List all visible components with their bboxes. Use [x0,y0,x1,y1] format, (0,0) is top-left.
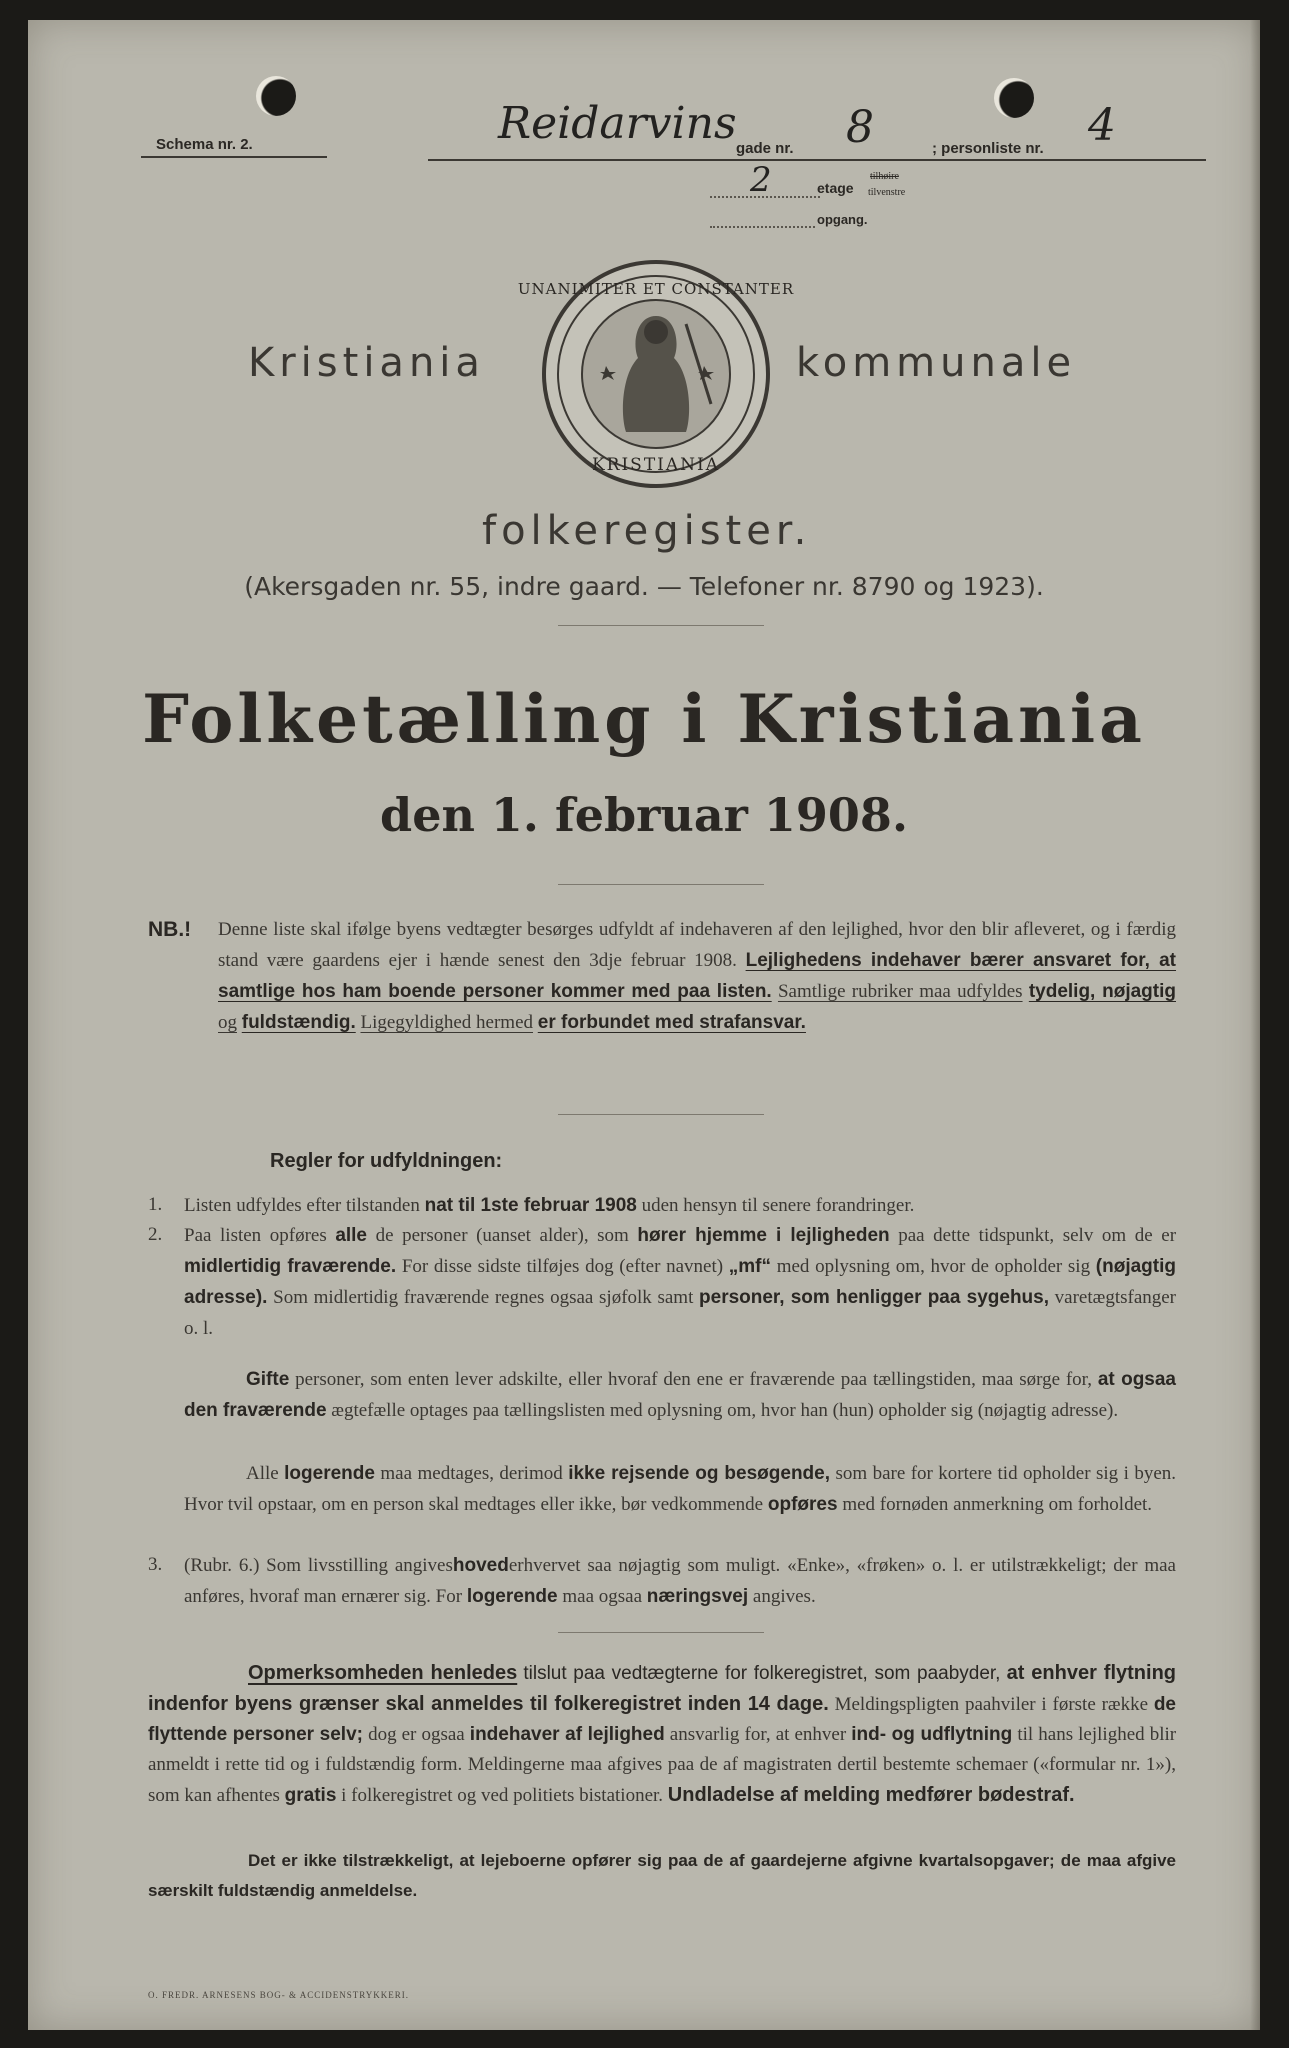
notice-b: tilslut paa vedtægterne for folkeregistret, som paabyder, [523,1663,1001,1684]
nb-text-2: Samtlige rubriker maa udfyldes [777,981,1023,1002]
rule-2-p3-b: logerende [284,1463,375,1484]
nb-text-3: og [218,1012,237,1033]
org-name-left: Kristiania [248,340,485,386]
notice-l: i folkeregistret og ved politiets bistationer. [341,1785,664,1806]
rule-2-g: For disse sidste tilføjes dog (efter navnet) [401,1256,724,1277]
printer-imprint: O. FREDR. ARNESENS BOG- & ACCIDENSTRYKKERI. [148,1990,410,2000]
notice-c: at enhver flytning indenfor byens grænser skal anmeldes til folkeregistret inden 14 dage. [148,1662,1177,1715]
divider-1 [558,625,764,626]
rule-2-j: (nøjagtig adresse). [184,1256,1176,1308]
schema-label: Schema nr. 2. [156,136,253,153]
notice-a: Opmerksomheden henledes [248,1662,518,1684]
notice-k: gratis [284,1785,337,1806]
rule-2-p3-f: opføres [767,1494,838,1515]
gade-number-handwritten: 8 [846,102,874,153]
nb-text-4: Ligegyldighed hermed [360,1012,534,1033]
notice-j: til hans lejlighed blir anmeldt i rette tid og i fuldstændig form. Meldingerne maa afgives paa de af magistraten dertil bestemte schemaer («formular nr. 1»), som kan afhentes [148,1724,1177,1806]
seal-text-bottom: KRISTIANIA [591,455,721,475]
etage-handwritten: 2 [750,160,772,200]
gade-label: gade nr. [736,140,794,157]
rule-1-a: Listen udfyldes efter tilstanden [184,1195,420,1216]
rule-2-k: Som midlertidig fraværende regnes ogsaa sjøfolk samt [273,1287,694,1308]
nb-bold-4: er forbundet med strafansvar. [537,1012,806,1033]
rule-2-p3-d: ikke rejsende og besøgende, [568,1463,831,1484]
org-name-right: kommunale [796,340,1077,386]
rule-2-d: hører hjemme i lejligheden [637,1225,890,1246]
rule-2-c: de personer (uanset alder), som [375,1225,629,1246]
address-underline [428,159,1206,161]
org-name-register: folkeregister. [482,508,812,554]
rule-3-e: maa ogsaa [562,1586,643,1607]
notice-f: dog er ogsaa [368,1724,465,1745]
rule-2-p2-c: at ogsaa den fraværende [184,1369,1177,1421]
rule-2-p3-a: Alle [246,1463,279,1484]
rule-3-f: næringsvej [646,1586,749,1607]
personliste-number-handwritten: 4 [1088,100,1116,151]
notice-g: indehaver af lejlighed [469,1724,665,1745]
rule-2-p2-a: Gifte [246,1369,290,1390]
street-name-handwritten: Reidarvins [498,98,737,149]
rule-2-p3-g: med fornøden anmerkning om forholdet. [842,1494,1153,1515]
rule-2-l: personer, som henligger paa sygehus, [699,1287,1049,1308]
rule-1-b: nat til 1ste februar 1908 [424,1195,637,1216]
rule-2-p2-b: personer, som enten lever adskilte, eller hvoraf den ene er fraværende paa tællingstiden, maa sørge for, [295,1369,1092,1390]
rule-2-p3-c: maa medtages, derimod [380,1463,563,1484]
opgang-dotline [710,226,815,228]
rule-1-number: 1. [148,1194,163,1215]
nb-label: NB.! [148,918,192,941]
census-form-page [28,20,1260,2030]
rule-2-i: med oplysning om, hvor de opholder sig [776,1256,1091,1277]
rule-3-text [184,1550,1176,1612]
tilvenstre-label: tilvenstre [868,187,906,198]
notice-m: Undladelse af melding medfører bødestraf. [667,1784,1075,1806]
opgang-label: opgang. [817,212,868,227]
rule-2-a: Paa listen opføres [184,1225,327,1246]
notice-i: ind- og udflytning [851,1724,1013,1745]
schema-underline [141,156,327,158]
divider-3 [558,1114,764,1115]
rule-2-para-3 [184,1458,1176,1520]
notice-paragraph [148,1658,1176,1811]
nb-bold-1: Lejlighedens indehaver bærer ansvaret for, at samtlige hos ham boende personer kommer med paa listen. [218,950,1177,1002]
rule-2-number: 2. [148,1224,163,1245]
rule-3-g: angives. [752,1586,816,1607]
notice-final: Det er ikke tilstrækkeligt, at lejeboerne opfører sig paa de af gaardejerne afgivne kvartalsopgaver; de maa afgive særskilt fuldstændig anmeldelse. [148,1851,1176,1900]
page-edge [1250,20,1260,2030]
rule-3-d: logerende [466,1586,558,1607]
rule-2-text [184,1220,1176,1344]
nb-bold-2: tydelig, nøjagtig [1028,981,1176,1002]
rule-1-text [184,1190,1176,1221]
main-title: Folketælling i Kristiania [142,680,1146,758]
rule-1-c: uden hensyn til senere forandringer. [641,1195,915,1216]
rule-3-number: 3. [148,1554,163,1575]
rule-2-h: „mf“ [728,1256,772,1277]
org-address: (Akersgaden nr. 55, indre gaard. — Telefoner nr. 8790 og 1923). [244,572,1044,601]
nb-bold-3: fuldstændig. [241,1012,356,1033]
seal-text-top: UNANIMITER ET CONSTANTER [517,280,795,298]
tilhoire-label: tilhøire [870,171,899,182]
rule-3-a: (Rubr. 6.) Som livsstilling angives [184,1555,453,1576]
punch-hole-left [256,76,296,116]
divider-2 [558,884,764,885]
rule-2-b: alle [335,1225,368,1246]
notice-h: ansvarlig for, at enhver [669,1724,847,1745]
rules-heading: Regler for udfyldningen: [270,1150,503,1172]
rule-2-p3-e: som bare for kortere tid opholder sig i byen. Hvor tvil opstaar, om en person skal medtages eller ikke, bør vedkommende [184,1463,1176,1515]
rule-2-para-2 [184,1364,1176,1426]
nb-text-1: Denne liste skal ifølge byens vedtægter besørges udfyldt af indehaveren af den lejlighed, hvor den blir afleveret, og i færdig stand være gaardens ejer i hænde senest den 3dje februar 1908. [218,919,1176,971]
city-seal [517,254,795,499]
etage-label: etage [817,180,854,196]
census-date: den 1. februar 1908. [380,788,908,842]
notice-d: Meldingspligten paahviler i første række [834,1694,1149,1715]
notice-e: de flyttende personer selv; [148,1694,1177,1745]
punch-hole-right [994,78,1034,118]
divider-4 [558,1632,764,1633]
rule-2-m: varetægtsfanger o. l. [184,1287,1177,1339]
rule-3-c: erhvervet saa nøjagtig som muligt. «Enke», «frøken» o. l. er utilstrækkeligt; der maa anføres, hvoraf man ernærer sig. For [184,1555,1176,1607]
rule-2-p2-d: ægtefælle optages paa tællingslisten med oplysning om, hvor han (hun) opholder sig (nøjagtig adresse). [331,1400,1119,1421]
rule-2-e: paa dette tidspunkt, selv om de er [898,1225,1177,1246]
rule-3-b: hoved [452,1555,509,1576]
nb-paragraph [218,914,1176,1038]
personliste-label: ; personliste nr. [932,140,1044,157]
rule-2-f: midlertidig fraværende. [184,1256,397,1277]
